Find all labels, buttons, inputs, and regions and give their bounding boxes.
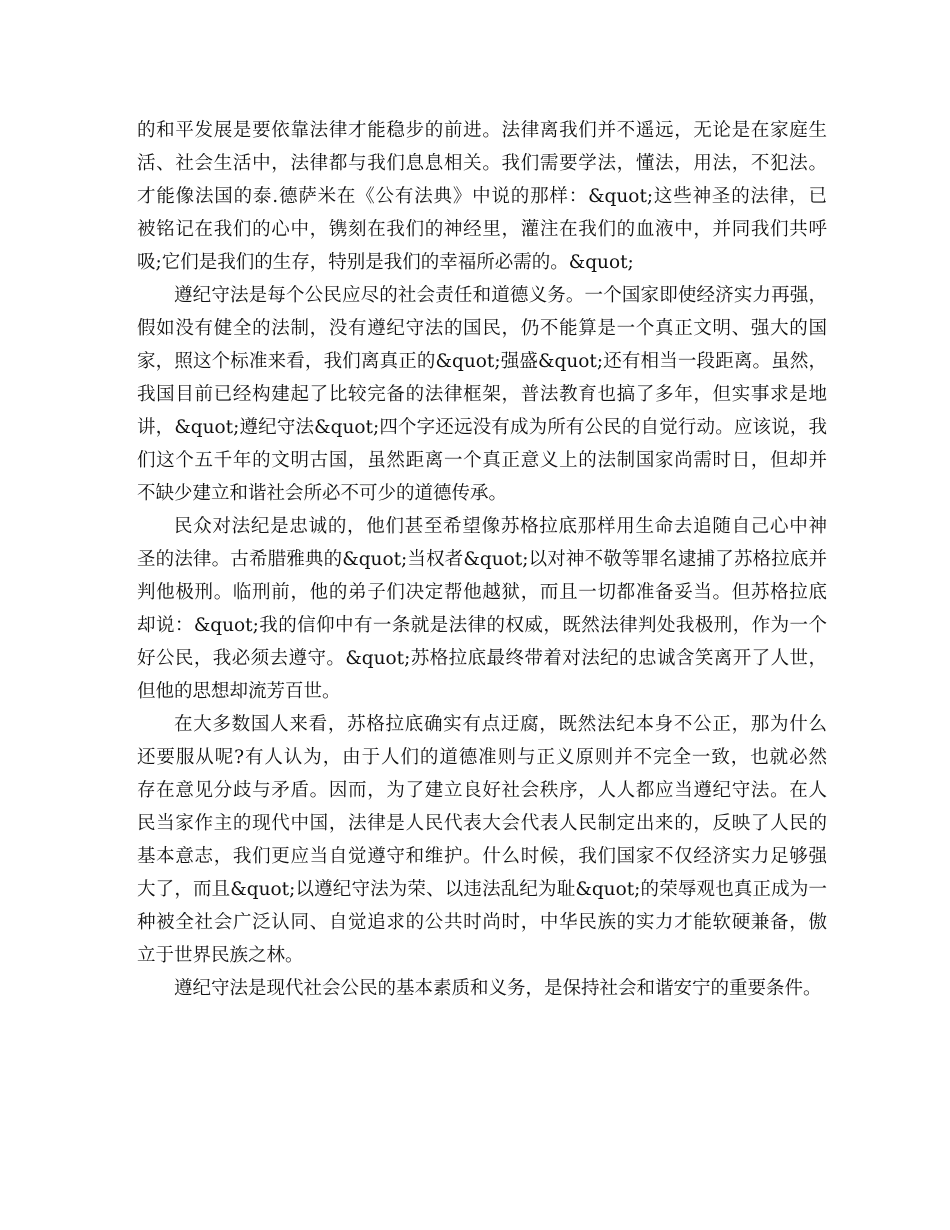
text-line: 被铭记在我们的心中，镌刻在我们的神经里，灌注在我们的血液中，并同我们共呼: [137, 219, 827, 240]
paragraph-3: [137, 510, 827, 708]
text-line: 遵纪守法是现代社会公民的基本素质和义务，是保持社会和谐安宁的重要条件。: [174, 978, 822, 999]
text-line: 却说：&quot;我的信仰中有一条就是法律的权威，既然法律判处我极刑，作为一个: [137, 615, 827, 636]
text-line: 民当家作主的现代中国，法律是人民代表大会代表人民制定出来的，反映了人民的: [137, 813, 827, 834]
text-line: 基本意志，我们更应当自觉遵守和维护。什么时候，我们国家不仅经济实力足够强: [137, 846, 827, 867]
paragraph-4: [137, 708, 827, 972]
text-line: 活、社会生活中，法律都与我们息息相关。我们需要学法，懂法，用法，不犯法。: [137, 153, 827, 174]
text-line: 的和平发展是要依靠法律才能稳步的前进。法律离我们并不遥远，无论是在家庭生: [137, 120, 827, 141]
text-line: 在大多数国人来看，苏格拉底确实有点迂腐，既然法纪本身不公正，那为什么: [174, 714, 827, 735]
text-line: 但他的思想却流芳百世。: [137, 681, 341, 702]
text-line: 家，照这个标准来看，我们离真正的&quot;强盛&quot;还有相当一段距离。虽然，: [137, 351, 827, 372]
text-line: 不缺少建立和谐社会所必不可少的道德传承。: [137, 483, 508, 504]
paragraph-5: [137, 972, 827, 1005]
text-line: 还要服从呢?有人认为，由于人们的道德准则与正义原则并不完全一致，也就必然: [137, 747, 827, 768]
document-body: [137, 114, 827, 1005]
text-line: 判他极刑。临刑前，他的弟子们决定帮他越狱，而且一切都准备妥当。但苏格拉底: [137, 582, 827, 603]
text-line: 讲，&quot;遵纪守法&quot;四个字还远没有成为所有公民的自觉行动。应该说，我: [137, 417, 827, 438]
text-line: 们这个五千年的文明古国，虽然距离一个真正意义上的法制国家尚需时日，但却并: [137, 450, 827, 471]
text-line: 才能像法国的泰.德萨米在《公有法典》中说的那样：&quot;这些神圣的法律，已: [137, 186, 827, 207]
text-line: 好公民，我必须去遵守。&quot;苏格拉底最终带着对法纪的忠诚含笑离开了人世，: [137, 648, 827, 669]
text-line: 圣的法律。古希腊雅典的&quot;当权者&quot;以对神不敬等罪名逮捕了苏格拉底并: [137, 549, 827, 570]
paragraph-1: [137, 114, 827, 279]
text-line: 假如没有健全的法制，没有遵纪守法的国民，仍不能算是一个真正文明、强大的国: [137, 318, 827, 339]
text-line: 大了，而且&quot;以遵纪守法为荣、以违法乱纪为耻&quot;的荣辱观也真正成为一: [137, 879, 827, 900]
text-line: 立于世界民族之林。: [137, 945, 304, 966]
text-line: 我国目前已经构建起了比较完备的法律框架，普法教育也搞了多年，但实事求是地: [137, 384, 827, 405]
text-line: 种被全社会广泛认同、自觉追求的公共时尚时，中华民族的实力才能软硬兼备，傲: [137, 912, 827, 933]
text-line: 吸;它们是我们的生存，特别是我们的幸福所必需的。&quot;: [137, 252, 634, 273]
text-line: 民众对法纪是忠诚的，他们甚至希望像苏格拉底那样用生命去追随自己心中神: [174, 516, 827, 537]
text-line: 遵纪守法是每个公民应尽的社会责任和道德义务。一个国家即使经济实力再强，: [174, 285, 827, 306]
text-line: 存在意见分歧与矛盾。因而，为了建立良好社会秩序，人人都应当遵纪守法。在人: [137, 780, 827, 801]
paragraph-2: [137, 279, 827, 510]
